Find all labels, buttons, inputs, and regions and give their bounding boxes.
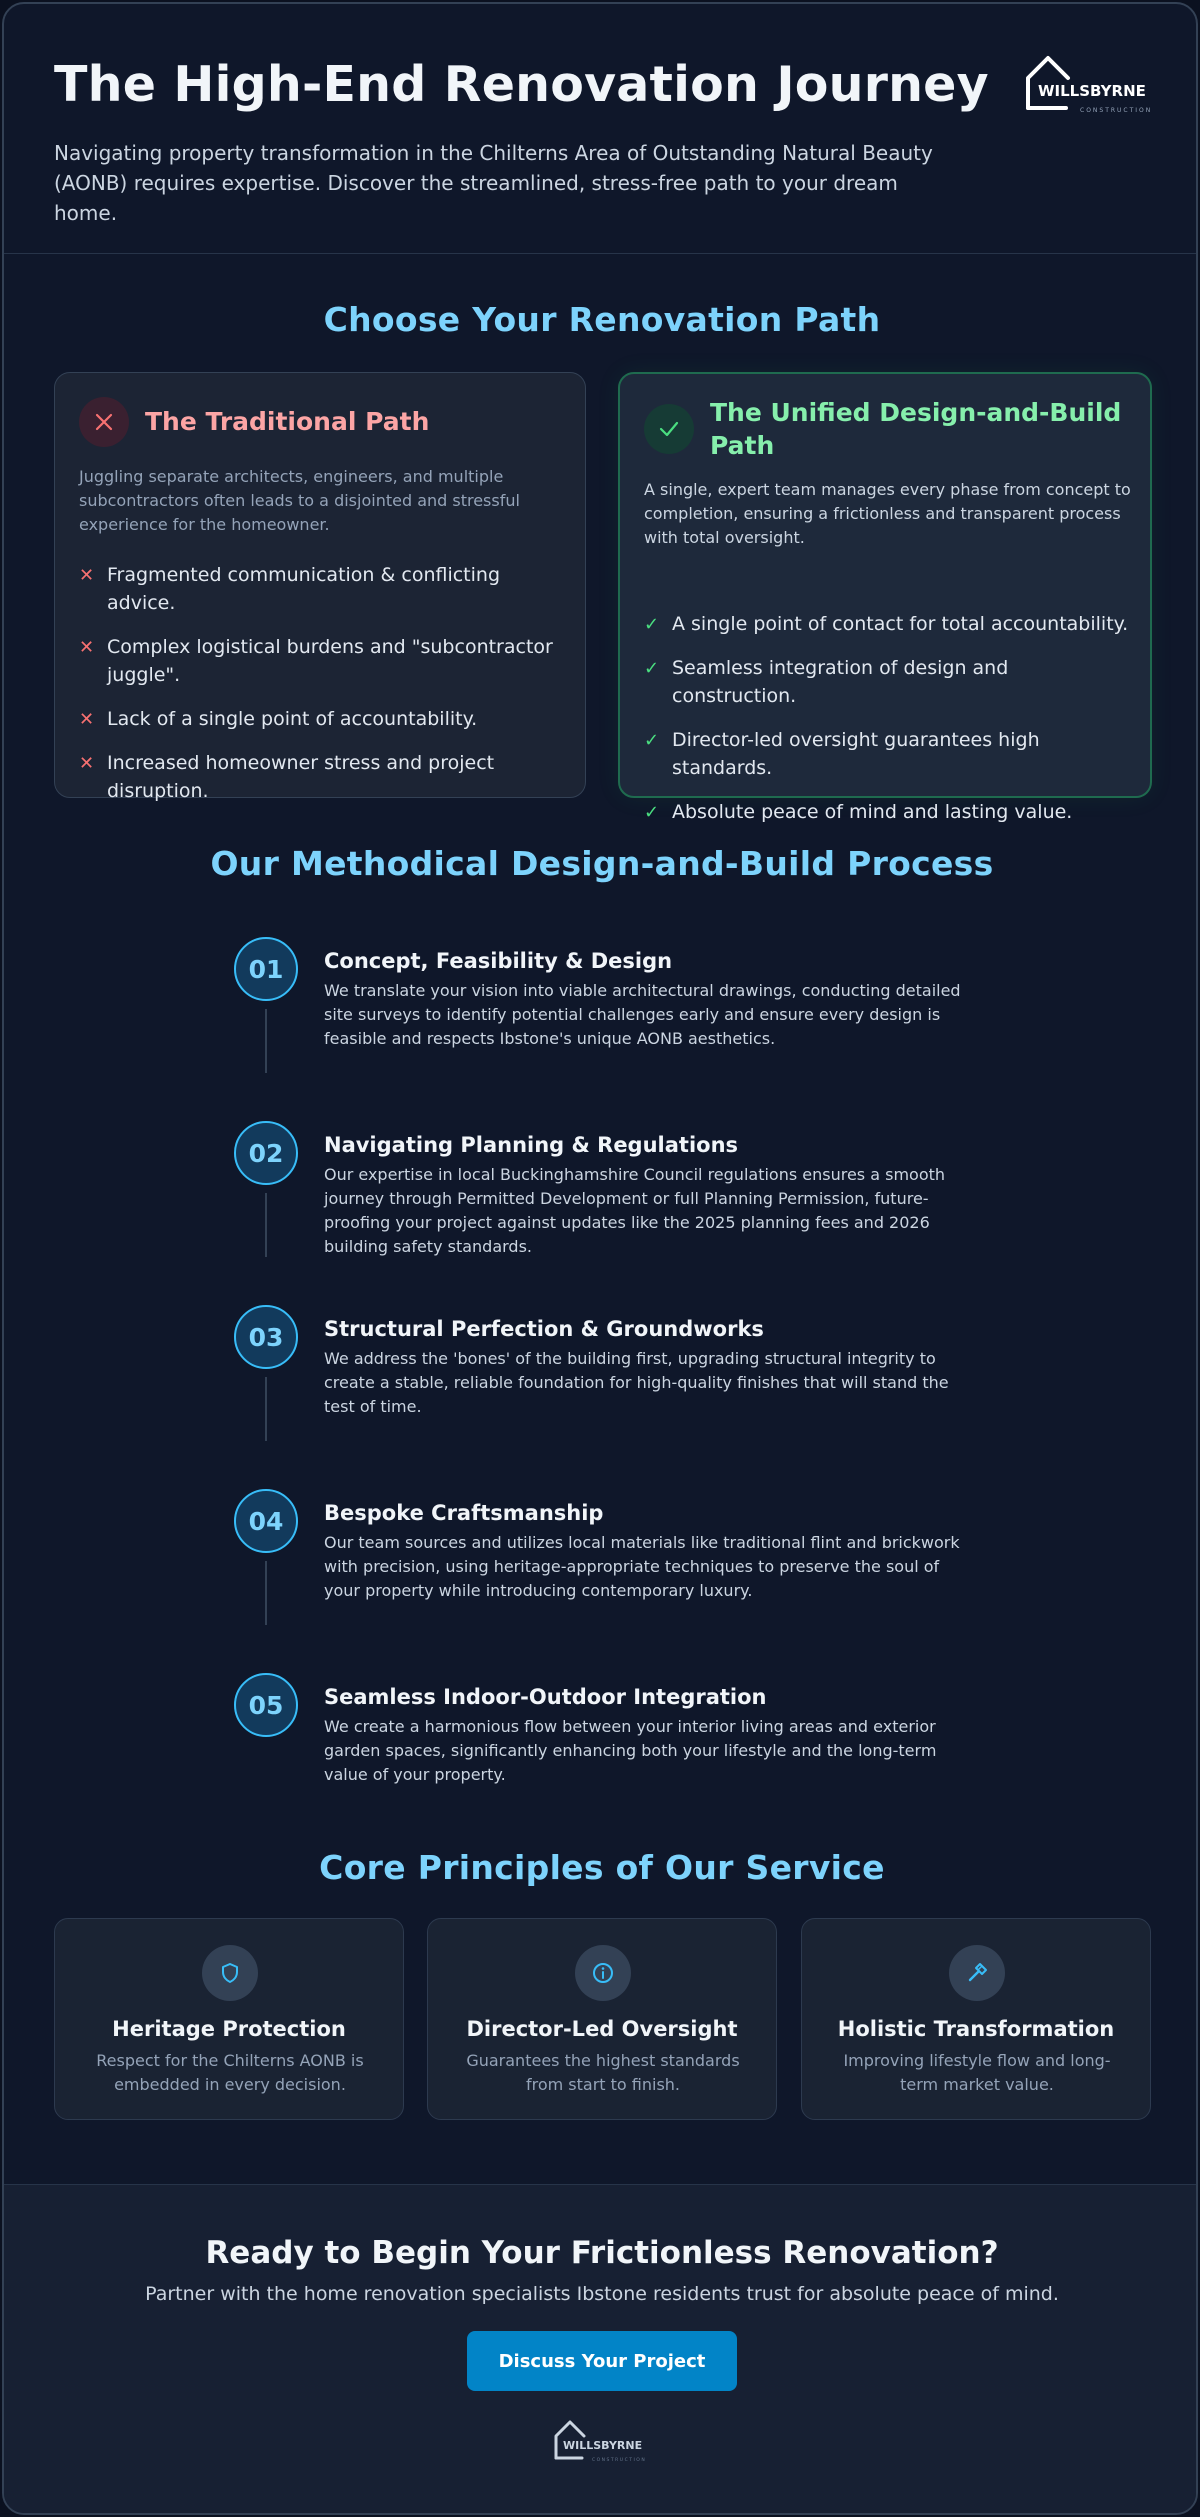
hammer-icon — [949, 1945, 1005, 2001]
unified-path-title: The Unified Design-and-Build Path — [710, 398, 1122, 460]
cross-icon: ✕ — [79, 637, 95, 658]
brand-name: WILLSBYRNE — [563, 2439, 643, 2452]
unified-path-card — [618, 372, 1152, 823]
timeline-connector — [265, 1009, 267, 1073]
shield-icon — [202, 1945, 258, 2001]
step-description: We address the 'bones' of the building first, upgrading structural integrity to create a stable, reliable foundation for high-quality finishes that will stand the test of time. — [324, 1349, 949, 1416]
list-item: ✕ Increased homeowner stress and project disruption. — [79, 752, 495, 802]
x-icon — [79, 397, 129, 447]
step-description: We create a harmonious flow between your interior living areas and exterior garden spaces, significantly enhancing both your lifestyle and the long-term value of your property. — [324, 1717, 937, 1784]
unified-path-list — [644, 610, 1134, 842]
cross-icon: ✕ — [79, 565, 95, 586]
list-item: ✕ Lack of a single point of accountability. — [79, 705, 569, 733]
principle-card-heritage — [54, 1918, 404, 2120]
timeline-connector — [265, 1193, 267, 1257]
checkmark-icon: ✓ — [644, 802, 660, 823]
footer-logo[interactable] — [552, 2416, 652, 2464]
step-description: We translate your vision into viable architectural drawings, conducting detailed site surveys to identify potential challenges early and ensure every design is feasible and respects Ibstone's unique AONB aesthetics. — [324, 981, 961, 1048]
check-icon — [644, 404, 694, 454]
process-step — [234, 1673, 974, 1857]
principle-description: Respect for the Chilterns AONB is embedded in every decision. — [96, 2051, 364, 2094]
step-number: 04 — [234, 1489, 298, 1553]
principles-heading: Core Principles of Our Service — [319, 1848, 885, 1887]
step-number: 01 — [234, 937, 298, 1001]
principle-title: Holistic Transformation — [837, 2017, 1115, 2041]
brand-tagline: CONSTRUCTION — [1080, 107, 1152, 114]
page-title: The High-End Renovation Journey — [54, 56, 989, 113]
brand-tagline: CONSTRUCTION — [592, 2458, 647, 2463]
cta-section — [4, 2184, 1198, 2515]
list-item: ✕ Complex logistical burdens and "subcontractor juggle". — [79, 636, 553, 686]
page-header — [4, 4, 1196, 254]
info-icon — [575, 1945, 631, 2001]
list-item: ✓ A single point of contact for total accountability. — [644, 610, 1134, 638]
page-intro: Navigating property transformation in the Chilterns Area of Outstanding Natural Beauty (AONB) requires expertise. Discover the streamlined, stress-free path to your dream home. — [54, 141, 933, 225]
step-title: Navigating Planning & Regulations — [324, 1133, 739, 1157]
step-number: 05 — [234, 1673, 298, 1737]
list-item: ✕ Fragmented communication & conflicting advice. — [79, 564, 501, 614]
step-title: Structural Perfection & Groundworks — [324, 1317, 764, 1341]
step-number: 03 — [234, 1305, 298, 1369]
checkmark-icon: ✓ — [644, 614, 660, 635]
house-logo-icon — [552, 2416, 652, 2464]
page-frame — [2, 2, 1198, 2515]
cta-subtitle: Partner with the home renovation specialists Ibstone residents trust for absolute peace of mind. — [145, 2283, 1059, 2305]
process-step — [234, 1121, 974, 1305]
cross-icon: ✕ — [79, 709, 95, 730]
brand-name: WILLSBYRNE — [1038, 82, 1146, 100]
traditional-path-description: Juggling separate architects, engineers, and multiple subcontractors often leads to a disjointed and stressful experience for the homeowner. — [79, 467, 520, 534]
timeline-connector — [265, 1561, 267, 1625]
list-item: ✓ Seamless integration of design and construction. — [644, 657, 1009, 707]
discuss-project-button[interactable]: Discuss Your Project — [467, 2331, 737, 2391]
house-logo-icon — [1022, 50, 1152, 120]
brand-logo[interactable] — [1022, 50, 1152, 120]
principle-title: Heritage Protection — [112, 2017, 346, 2041]
principle-card-oversight — [427, 1918, 777, 2120]
principle-card-transformation — [801, 1918, 1151, 2120]
principle-description: Guarantees the highest standards from start to finish. — [466, 2051, 740, 2094]
step-title: Concept, Feasibility & Design — [324, 949, 673, 973]
unified-path-description: A single, expert team manages every phase from concept to completion, ensuring a frictionless and transparent process with total oversight. — [644, 480, 1131, 547]
principle-title: Director-Led Oversight — [466, 2017, 738, 2041]
step-description: Our team sources and utilizes local materials like traditional flint and brickwork with precision, using heritage-appropriate techniques to preserve the soul of your property while introducing contemporary luxury. — [324, 1533, 960, 1600]
step-title: Bespoke Craftsmanship — [324, 1501, 604, 1525]
paths-heading: Choose Your Renovation Path — [323, 300, 881, 339]
process-step — [234, 1489, 974, 1673]
principle-description: Improving lifestyle flow and long-term market value. — [843, 2051, 1111, 2094]
step-number: 02 — [234, 1121, 298, 1185]
list-item: ✓ Absolute peace of mind and lasting value. — [644, 798, 1134, 826]
traditional-path-list — [79, 561, 569, 821]
step-description: Our expertise in local Buckinghamshire Council regulations ensures a smooth journey through Permitted Development or full Planning Permission, future-proofing your project against updates like the 2025 planning fees and 2026 building safety standards. — [324, 1165, 946, 1256]
list-item: ✓ Director-led oversight guarantees high standards. — [644, 729, 1040, 779]
process-step — [234, 937, 974, 1121]
traditional-path-card — [54, 372, 586, 802]
traditional-path-title: The Traditional Path — [145, 407, 430, 436]
process-heading: Our Methodical Design-and-Build Process — [210, 844, 994, 883]
step-title: Seamless Indoor-Outdoor Integration — [324, 1685, 767, 1709]
process-step — [234, 1305, 974, 1489]
timeline-connector — [265, 1377, 267, 1441]
cta-title: Ready to Begin Your Frictionless Renovation? — [205, 2235, 999, 2271]
checkmark-icon: ✓ — [644, 658, 660, 679]
cross-icon: ✕ — [79, 753, 95, 774]
checkmark-icon: ✓ — [644, 730, 660, 751]
